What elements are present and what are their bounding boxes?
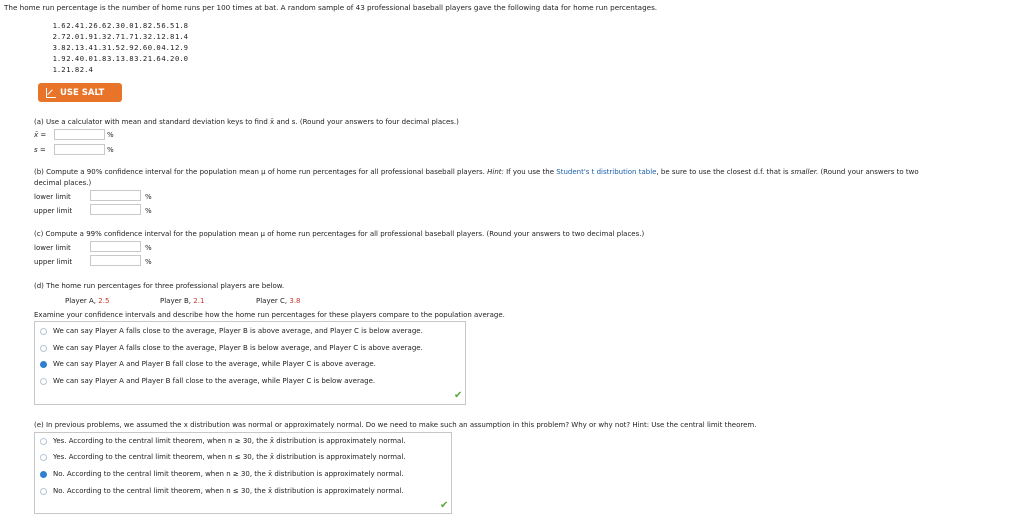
c-upper-unit: % xyxy=(145,258,152,266)
part-e-question: (e) In previous problems, we assumed the x distribution was normal or approximately normal. Do we need to make such an assumption in this problem? Why or why not? Hint: Use the central limit theorem. xyxy=(34,421,757,429)
salt-chart-icon xyxy=(46,88,56,98)
data-value: 0.0 xyxy=(120,21,134,30)
part-b-hint-label: Hint: xyxy=(487,168,504,176)
part-e-option-text: Yes. According to the central limit theorem, when n ≥ 30, the x̄ distribution is approximately normal. xyxy=(53,437,406,445)
data-value: 1.2 xyxy=(52,65,66,74)
s-unit: % xyxy=(107,146,114,154)
part-b-smaller: smaller. xyxy=(790,168,819,176)
part-d-instruction: Examine your confidence intervals and describe how the home run percentages for these players compare to the population average. xyxy=(34,311,505,319)
part-b-question xyxy=(34,168,919,176)
data-value: 0.0 xyxy=(79,54,93,63)
radio-button[interactable] xyxy=(40,345,47,352)
use-salt-label: USE SALT xyxy=(60,87,105,98)
s-input[interactable] xyxy=(54,144,105,155)
data-value: 3.1 xyxy=(106,54,120,63)
data-table-row xyxy=(52,31,188,42)
b-lower-unit: % xyxy=(145,193,152,201)
part-c-question: (c) Compute a 99% confidence interval for the population mean μ of home run percentages for all professional baseball players. (Round your answers to two decimal places.) xyxy=(34,230,645,238)
data-value: 3.4 xyxy=(79,43,93,52)
data-table xyxy=(52,20,188,75)
data-value: 2.8 xyxy=(161,32,175,41)
player-a-label: Player A, xyxy=(65,297,97,305)
xbar-unit: % xyxy=(107,131,114,139)
data-value: 2.5 xyxy=(147,21,161,30)
data-table-row xyxy=(52,64,188,75)
data-value: 3.8 xyxy=(52,43,66,52)
part-b-q1: (b) Compute a 90% confidence interval for the population mean μ of home run percentages for all professional baseball players. xyxy=(34,168,485,176)
checkmark-icon: ✔ xyxy=(440,500,449,511)
part-d-option-text: We can say Player A falls close to the average, Player B is below average, and Player C is above average. xyxy=(53,344,423,352)
data-value: 2.9 xyxy=(120,43,134,52)
part-d-option[interactable] xyxy=(40,360,376,368)
part-e-option[interactable] xyxy=(40,487,404,495)
data-value: 6.6 xyxy=(93,21,107,30)
data-value: 1.5 xyxy=(106,43,120,52)
b-upper-unit: % xyxy=(145,207,152,215)
part-b-q5: decimal places.) xyxy=(34,179,92,187)
data-value: 4.2 xyxy=(161,54,175,63)
data-value: 3.2 xyxy=(134,54,148,63)
data-value: 2.6 xyxy=(134,43,148,52)
part-e-option[interactable] xyxy=(40,437,406,445)
data-value: 2.4 xyxy=(79,65,93,74)
data-value: 2.4 xyxy=(66,21,80,30)
part-e-option-text: Yes. According to the central limit theorem, when n ≤ 30, the x̄ distribution is approximately normal. xyxy=(53,453,406,461)
part-b-q4: (Round your answers to two xyxy=(820,168,919,176)
player-a xyxy=(65,297,109,305)
data-value: 2.1 xyxy=(66,43,80,52)
data-value: 3.8 xyxy=(120,54,134,63)
part-e-option-text: No. According to the central limit theorem, when n ≤ 30, the x̄ distribution is approximately normal. xyxy=(53,487,404,495)
radio-button[interactable] xyxy=(40,454,47,461)
data-value: 6.5 xyxy=(161,21,175,30)
data-value: 1.7 xyxy=(120,32,134,41)
radio-button[interactable] xyxy=(40,488,47,495)
radio-button-selected[interactable] xyxy=(40,471,47,478)
xbar-input[interactable] xyxy=(54,129,105,140)
b-upper-label: upper limit xyxy=(34,207,73,215)
data-value: 4.1 xyxy=(161,43,175,52)
part-a-question: (a) Use a calculator with mean and standard deviation keys to find x̄ and s. (Round your answers to four decimal places.) xyxy=(34,118,459,126)
data-table-row xyxy=(52,42,188,53)
player-c xyxy=(256,297,301,305)
data-value: 2.0 xyxy=(66,32,80,41)
part-b-q3: , be sure to use the closest d.f. that is xyxy=(656,168,789,176)
part-e-option[interactable] xyxy=(40,470,404,478)
data-value: 1.9 xyxy=(52,54,66,63)
data-table-row xyxy=(52,53,188,64)
part-d-option-text: We can say Player A falls close to the average, Player B is above average, and Player C is below average. xyxy=(53,327,423,335)
part-e-answer-box xyxy=(34,432,452,514)
player-c-value: 3.8 xyxy=(289,297,301,305)
part-d-option-text: We can say Player A and Player B fall close to the average, while Player C is below average. xyxy=(53,377,376,385)
part-d-option[interactable] xyxy=(40,344,423,352)
part-e-option[interactable] xyxy=(40,453,406,461)
data-value: 1.8 xyxy=(93,54,107,63)
data-value: 1.8 xyxy=(134,21,148,30)
part-d-option[interactable] xyxy=(40,377,375,385)
part-d-option[interactable] xyxy=(40,327,423,335)
xbar-label: x̄ = xyxy=(34,131,47,139)
c-lower-unit: % xyxy=(145,244,152,252)
data-value: 1.8 xyxy=(174,21,188,30)
data-value: 2.7 xyxy=(106,32,120,41)
data-value: 2.7 xyxy=(52,32,66,41)
data-value: 1.2 xyxy=(79,21,93,30)
c-upper-label: upper limit xyxy=(34,258,73,266)
data-value: 1.3 xyxy=(134,32,148,41)
player-b-value: 2.1 xyxy=(193,297,205,305)
b-lower-label: lower limit xyxy=(34,193,71,201)
data-value: 2.1 xyxy=(147,32,161,41)
data-value: 1.3 xyxy=(93,32,107,41)
player-b xyxy=(160,297,204,305)
data-value: 1.6 xyxy=(147,54,161,63)
radio-button[interactable] xyxy=(40,378,47,385)
data-value: 2.9 xyxy=(174,43,188,52)
player-c-label: Player C, xyxy=(256,297,288,305)
data-value: 2.4 xyxy=(66,54,80,63)
data-value: 1.3 xyxy=(93,43,107,52)
b-upper-input[interactable] xyxy=(90,204,141,215)
part-d-option-text: We can say Player A and Player B fall close to the average, while Player C is above average. xyxy=(53,360,376,368)
intro-text: The home run percentage is the number of home runs per 100 times at bat. A random sample of 43 professional baseball players gave the following data for home run percentages. xyxy=(4,3,658,12)
c-lower-label: lower limit xyxy=(34,244,71,252)
part-d-question: (d) The home run percentages for three professional players are below. xyxy=(34,282,285,290)
checkmark-icon: ✔ xyxy=(454,390,463,401)
radio-button[interactable] xyxy=(40,438,47,445)
t-table-link[interactable]: Student's t distribution table xyxy=(556,168,657,176)
radio-button[interactable] xyxy=(40,328,47,335)
data-value: 1.9 xyxy=(79,32,93,41)
player-a-value: 2.5 xyxy=(98,297,110,305)
b-lower-input[interactable] xyxy=(90,190,141,201)
c-upper-input[interactable] xyxy=(90,255,141,266)
use-salt-button[interactable] xyxy=(38,83,122,102)
data-value: 2.3 xyxy=(106,21,120,30)
data-value: 1.4 xyxy=(174,32,188,41)
radio-button-selected[interactable] xyxy=(40,361,47,368)
data-value: 1.6 xyxy=(52,21,66,30)
part-e-option-text: No. According to the central limit theorem, when n ≥ 30, the x̄ distribution is approximately normal. xyxy=(53,470,404,478)
player-b-label: Player B, xyxy=(160,297,192,305)
c-lower-input[interactable] xyxy=(90,241,141,252)
part-d-answer-box xyxy=(34,321,466,405)
data-table-row xyxy=(52,20,188,31)
s-label: s = xyxy=(34,146,46,154)
data-value: 0.0 xyxy=(174,54,188,63)
data-value: 1.8 xyxy=(66,65,80,74)
data-value: 0.0 xyxy=(147,43,161,52)
part-b-q2: If you use the xyxy=(506,168,555,176)
